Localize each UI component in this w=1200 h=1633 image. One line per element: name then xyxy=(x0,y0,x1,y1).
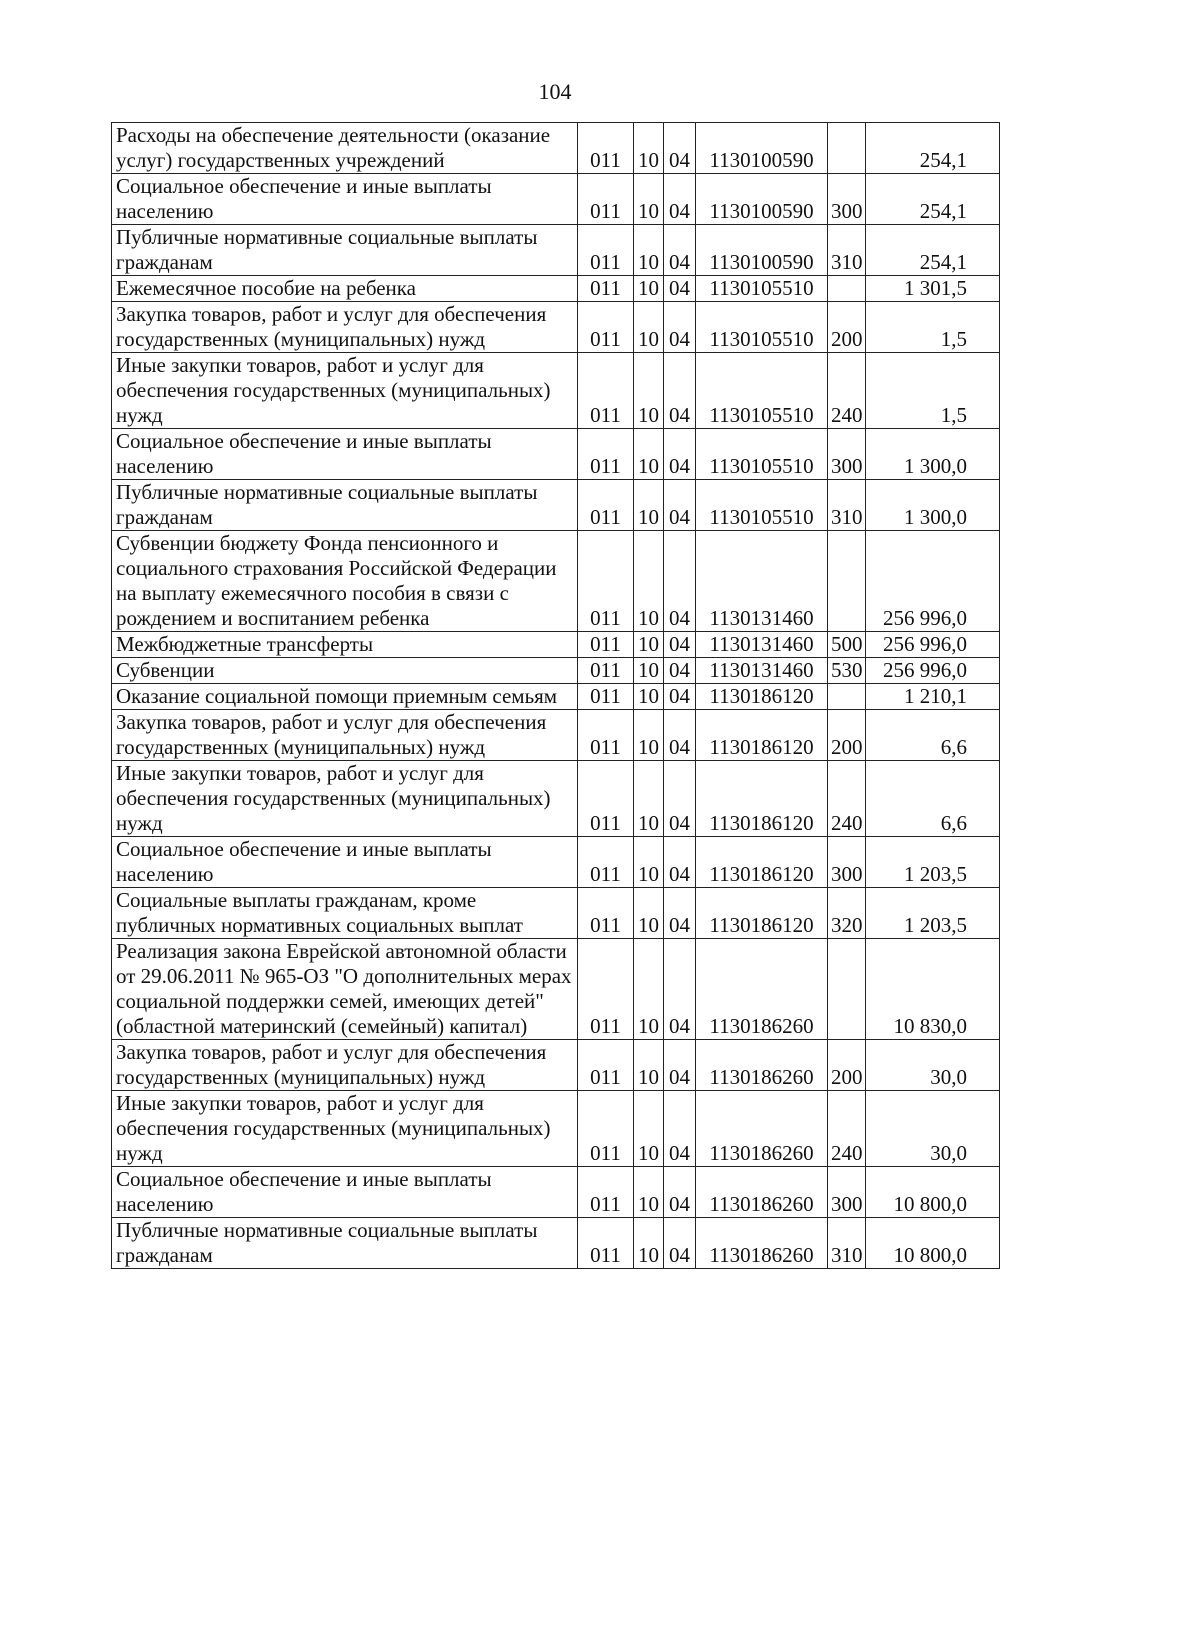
row-name-cell: Межбюджетные трансферты xyxy=(112,632,578,658)
row-subsection-cell: 04 xyxy=(664,761,696,837)
table-row xyxy=(112,632,1000,658)
row-subsection-cell: 04 xyxy=(664,1218,696,1269)
row-name-cell: Закупка товаров, работ и услуг для обеспечения государственных (муниципальных) нужд xyxy=(112,302,578,353)
table-row xyxy=(112,174,1000,225)
row-section-cell: 10 xyxy=(634,1040,664,1091)
row-section-cell: 10 xyxy=(634,174,664,225)
table-row xyxy=(112,684,1000,710)
row-subsection-cell: 04 xyxy=(664,276,696,302)
row-amount-cell: 30,0 xyxy=(866,1040,1000,1091)
row-subsection-cell: 04 xyxy=(664,658,696,684)
row-name-cell: Ежемесячное пособие на ребенка xyxy=(112,276,578,302)
table-row xyxy=(112,837,1000,888)
row-grbs-cell: 011 xyxy=(578,225,634,276)
row-amount-cell: 254,1 xyxy=(866,123,1000,174)
row-subsection-cell: 04 xyxy=(664,123,696,174)
row-amount-cell: 1 203,5 xyxy=(866,888,1000,939)
row-expense-type-cell xyxy=(828,276,866,302)
row-target-article-cell: 1130131460 xyxy=(696,658,828,684)
row-subsection-cell: 04 xyxy=(664,632,696,658)
row-amount-cell: 1 300,0 xyxy=(866,480,1000,531)
row-target-article-cell: 1130105510 xyxy=(696,302,828,353)
row-section-cell: 10 xyxy=(634,480,664,531)
row-name-cell: Оказание социальной помощи приемным семьям xyxy=(112,684,578,710)
row-grbs-cell: 011 xyxy=(578,1167,634,1218)
row-name-cell: Публичные нормативные социальные выплаты гражданам xyxy=(112,225,578,276)
row-expense-type-cell: 310 xyxy=(828,225,866,276)
row-name-cell: Социальное обеспечение и иные выплаты населению xyxy=(112,429,578,480)
row-target-article-cell: 1130100590 xyxy=(696,225,828,276)
table-row xyxy=(112,429,1000,480)
row-target-article-cell: 1130186120 xyxy=(696,761,828,837)
row-target-article-cell: 1130186260 xyxy=(696,1091,828,1167)
row-subsection-cell: 04 xyxy=(664,684,696,710)
row-target-article-cell: 1130105510 xyxy=(696,429,828,480)
table-row xyxy=(112,123,1000,174)
row-subsection-cell: 04 xyxy=(664,888,696,939)
row-amount-cell: 256 996,0 xyxy=(866,658,1000,684)
row-name-cell: Реализация закона Еврейской автономной области от 29.06.2011 № 965-ОЗ "О дополнительных мерах социальной поддержки семей, имеющих детей" (областной материнский (семейный) капитал) xyxy=(112,939,578,1040)
row-section-cell: 10 xyxy=(634,761,664,837)
row-expense-type-cell: 530 xyxy=(828,658,866,684)
row-name-cell: Публичные нормативные социальные выплаты гражданам xyxy=(112,1218,578,1269)
row-target-article-cell: 1130100590 xyxy=(696,123,828,174)
row-name-cell: Закупка товаров, работ и услуг для обеспечения государственных (муниципальных) нужд xyxy=(112,1040,578,1091)
row-subsection-cell: 04 xyxy=(664,1091,696,1167)
row-target-article-cell: 1130131460 xyxy=(696,632,828,658)
table-row xyxy=(112,276,1000,302)
table-row xyxy=(112,1167,1000,1218)
row-expense-type-cell: 300 xyxy=(828,837,866,888)
table-row xyxy=(112,531,1000,632)
budget-table-body xyxy=(112,123,1000,1269)
row-grbs-cell: 011 xyxy=(578,658,634,684)
row-subsection-cell: 04 xyxy=(664,429,696,480)
row-subsection-cell: 04 xyxy=(664,531,696,632)
row-amount-cell: 254,1 xyxy=(866,174,1000,225)
row-target-article-cell: 1130100590 xyxy=(696,174,828,225)
row-amount-cell: 10 800,0 xyxy=(866,1167,1000,1218)
row-target-article-cell: 1130131460 xyxy=(696,531,828,632)
table-row xyxy=(112,710,1000,761)
row-name-cell: Иные закупки товаров, работ и услуг для обеспечения государственных (муниципальных) нужд xyxy=(112,353,578,429)
row-section-cell: 10 xyxy=(634,225,664,276)
row-grbs-cell: 011 xyxy=(578,123,634,174)
row-subsection-cell: 04 xyxy=(664,480,696,531)
row-grbs-cell: 011 xyxy=(578,302,634,353)
row-expense-type-cell: 240 xyxy=(828,353,866,429)
row-section-cell: 10 xyxy=(634,1218,664,1269)
row-amount-cell: 1,5 xyxy=(866,302,1000,353)
row-amount-cell: 10 800,0 xyxy=(866,1218,1000,1269)
row-subsection-cell: 04 xyxy=(664,174,696,225)
page-number: 104 xyxy=(538,79,572,104)
row-amount-cell: 256 996,0 xyxy=(866,632,1000,658)
row-grbs-cell: 011 xyxy=(578,837,634,888)
row-expense-type-cell: 200 xyxy=(828,710,866,761)
row-grbs-cell: 011 xyxy=(578,353,634,429)
row-grbs-cell: 011 xyxy=(578,429,634,480)
table-row xyxy=(112,1040,1000,1091)
row-subsection-cell: 04 xyxy=(664,837,696,888)
row-amount-cell: 6,6 xyxy=(866,761,1000,837)
row-subsection-cell: 04 xyxy=(664,353,696,429)
row-amount-cell: 256 996,0 xyxy=(866,531,1000,632)
row-expense-type-cell: 320 xyxy=(828,888,866,939)
row-expense-type-cell xyxy=(828,939,866,1040)
row-grbs-cell: 011 xyxy=(578,888,634,939)
row-section-cell: 10 xyxy=(634,1091,664,1167)
row-expense-type-cell xyxy=(828,684,866,710)
row-section-cell: 10 xyxy=(634,888,664,939)
row-target-article-cell: 1130186260 xyxy=(696,1218,828,1269)
row-name-cell: Иные закупки товаров, работ и услуг для обеспечения государственных (муниципальных) нужд xyxy=(112,761,578,837)
row-name-cell: Субвенции xyxy=(112,658,578,684)
table-row xyxy=(112,1218,1000,1269)
row-amount-cell: 1 210,1 xyxy=(866,684,1000,710)
row-name-cell: Социальное обеспечение и иные выплаты населению xyxy=(112,1167,578,1218)
row-expense-type-cell: 240 xyxy=(828,761,866,837)
row-name-cell: Субвенции бюджету Фонда пенсионного и социального страхования Российской Федерации на выплату ежемесячного пособия в связи с рождением и воспитанием ребенка xyxy=(112,531,578,632)
row-expense-type-cell: 240 xyxy=(828,1091,866,1167)
row-expense-type-cell: 300 xyxy=(828,174,866,225)
row-section-cell: 10 xyxy=(634,684,664,710)
row-expense-type-cell: 300 xyxy=(828,429,866,480)
row-target-article-cell: 1130186120 xyxy=(696,837,828,888)
row-name-cell: Социальные выплаты гражданам, кроме публичных нормативных социальных выплат xyxy=(112,888,578,939)
row-section-cell: 10 xyxy=(634,302,664,353)
row-expense-type-cell: 500 xyxy=(828,632,866,658)
row-section-cell: 10 xyxy=(634,658,664,684)
row-subsection-cell: 04 xyxy=(664,225,696,276)
row-grbs-cell: 011 xyxy=(578,761,634,837)
row-grbs-cell: 011 xyxy=(578,1091,634,1167)
row-section-cell: 10 xyxy=(634,429,664,480)
row-subsection-cell: 04 xyxy=(664,939,696,1040)
table-row xyxy=(112,353,1000,429)
row-grbs-cell: 011 xyxy=(578,939,634,1040)
row-target-article-cell: 1130186260 xyxy=(696,939,828,1040)
row-target-article-cell: 1130186120 xyxy=(696,888,828,939)
row-expense-type-cell: 300 xyxy=(828,1167,866,1218)
row-target-article-cell: 1130105510 xyxy=(696,276,828,302)
row-section-cell: 10 xyxy=(634,123,664,174)
row-expense-type-cell: 310 xyxy=(828,1218,866,1269)
row-expense-type-cell: 200 xyxy=(828,302,866,353)
table-row xyxy=(112,658,1000,684)
row-expense-type-cell: 200 xyxy=(828,1040,866,1091)
row-name-cell: Закупка товаров, работ и услуг для обеспечения государственных (муниципальных) нужд xyxy=(112,710,578,761)
row-grbs-cell: 011 xyxy=(578,684,634,710)
row-amount-cell: 1 301,5 xyxy=(866,276,1000,302)
row-section-cell: 10 xyxy=(634,710,664,761)
row-grbs-cell: 011 xyxy=(578,710,634,761)
row-name-cell: Социальное обеспечение и иные выплаты населению xyxy=(112,174,578,225)
row-target-article-cell: 1130186120 xyxy=(696,684,828,710)
row-section-cell: 10 xyxy=(634,531,664,632)
row-expense-type-cell xyxy=(828,531,866,632)
row-amount-cell: 1 203,5 xyxy=(866,837,1000,888)
row-amount-cell: 10 830,0 xyxy=(866,939,1000,1040)
row-grbs-cell: 011 xyxy=(578,276,634,302)
row-section-cell: 10 xyxy=(634,276,664,302)
row-section-cell: 10 xyxy=(634,632,664,658)
row-target-article-cell: 1130105510 xyxy=(696,353,828,429)
table-row xyxy=(112,1091,1000,1167)
row-target-article-cell: 1130105510 xyxy=(696,480,828,531)
row-amount-cell: 30,0 xyxy=(866,1091,1000,1167)
row-amount-cell: 1,5 xyxy=(866,353,1000,429)
row-subsection-cell: 04 xyxy=(664,1167,696,1218)
table-row xyxy=(112,939,1000,1040)
row-name-cell: Публичные нормативные социальные выплаты гражданам xyxy=(112,480,578,531)
budget-table xyxy=(111,122,1000,1269)
row-grbs-cell: 011 xyxy=(578,1040,634,1091)
row-amount-cell: 254,1 xyxy=(866,225,1000,276)
row-grbs-cell: 011 xyxy=(578,531,634,632)
row-name-cell: Расходы на обеспечение деятельности (оказание услуг) государственных учреждений xyxy=(112,123,578,174)
row-name-cell: Социальное обеспечение и иные выплаты населению xyxy=(112,837,578,888)
row-expense-type-cell: 310 xyxy=(828,480,866,531)
table-row xyxy=(112,761,1000,837)
table-row xyxy=(112,480,1000,531)
table-row xyxy=(112,225,1000,276)
row-target-article-cell: 1130186120 xyxy=(696,710,828,761)
row-target-article-cell: 1130186260 xyxy=(696,1040,828,1091)
row-amount-cell: 1 300,0 xyxy=(866,429,1000,480)
row-section-cell: 10 xyxy=(634,939,664,1040)
table-row xyxy=(112,888,1000,939)
row-grbs-cell: 011 xyxy=(578,480,634,531)
row-subsection-cell: 04 xyxy=(664,302,696,353)
row-subsection-cell: 04 xyxy=(664,1040,696,1091)
row-grbs-cell: 011 xyxy=(578,1218,634,1269)
row-amount-cell: 6,6 xyxy=(866,710,1000,761)
row-target-article-cell: 1130186260 xyxy=(696,1167,828,1218)
row-grbs-cell: 011 xyxy=(578,632,634,658)
row-grbs-cell: 011 xyxy=(578,174,634,225)
table-row xyxy=(112,302,1000,353)
row-section-cell: 10 xyxy=(634,837,664,888)
row-expense-type-cell xyxy=(828,123,866,174)
row-section-cell: 10 xyxy=(634,1167,664,1218)
row-name-cell: Иные закупки товаров, работ и услуг для обеспечения государственных (муниципальных) нужд xyxy=(112,1091,578,1167)
row-subsection-cell: 04 xyxy=(664,710,696,761)
row-section-cell: 10 xyxy=(634,353,664,429)
